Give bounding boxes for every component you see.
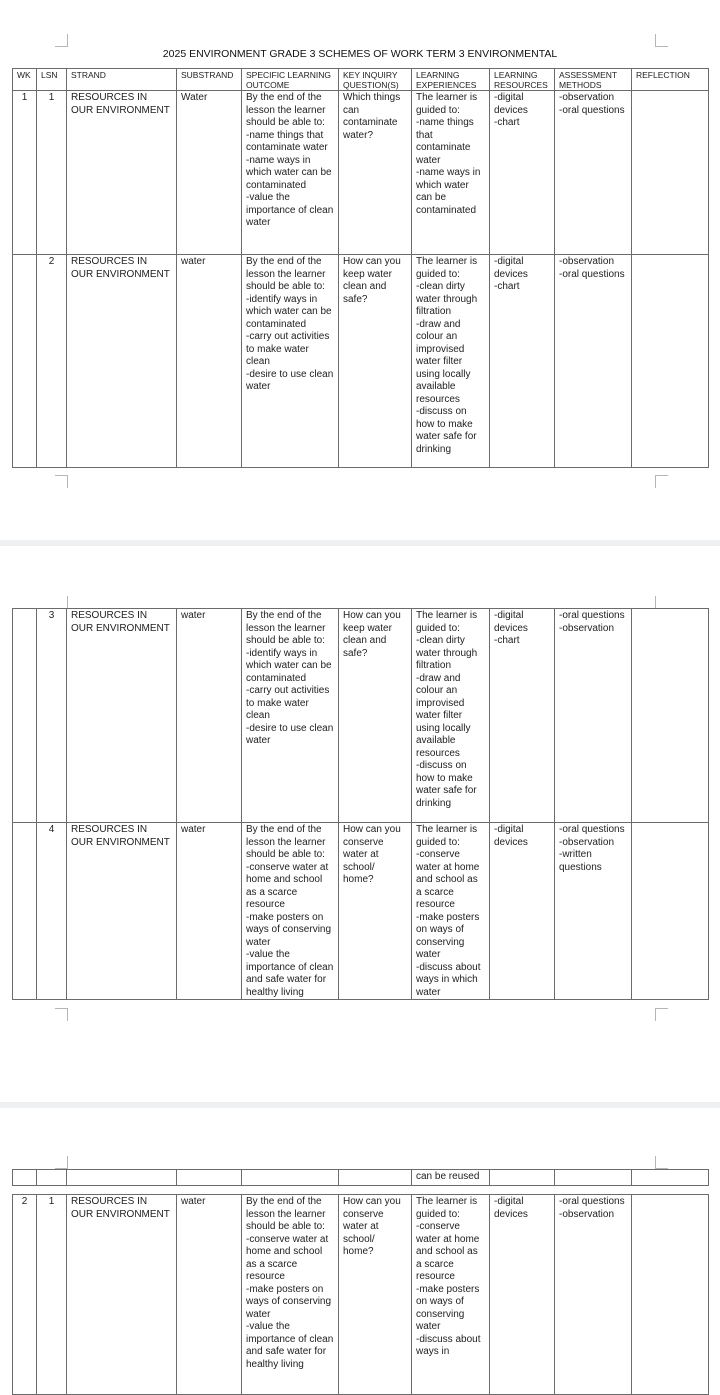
header-experiences: LEARNING EXPERIENCES (412, 69, 490, 91)
cell-strand: RESOURCES IN OUR ENVIRONMENT (67, 255, 177, 468)
cell-assessment: -oral questions -observation (555, 609, 632, 823)
cell-assessment: -oral questions -observation (555, 1195, 632, 1395)
cell-outcome: By the end of the lesson the learner should be able to: -identify ways in which water can be contaminated -carry out activities to make water clean -desire to use clean water (242, 255, 339, 468)
table-row (13, 91, 709, 255)
cell-experiences: The learner is guided to: -name things that contaminate water -name ways in which water can be contaminated (412, 91, 490, 255)
cell-assessment: -observation -oral questions (555, 91, 632, 255)
continuation-table (12, 1169, 709, 1186)
cell-strand: RESOURCES IN OUR ENVIRONMENT (67, 91, 177, 255)
cell-wk (13, 255, 37, 468)
table-row (13, 255, 709, 468)
document-page-2 (0, 546, 720, 1102)
header-resources: LEARNING RESOURCES (490, 69, 555, 91)
cell-assessment: -oral questions -observation -written questions (555, 823, 632, 1000)
cell-resources: -digital devices (490, 823, 555, 1000)
cell-substrand: water (177, 255, 242, 468)
cell-reflection (632, 609, 709, 823)
header-strand: STRAND (67, 69, 177, 91)
schemes-table (12, 1194, 709, 1395)
cell-reflection (632, 823, 709, 1000)
table-header-row (13, 69, 709, 91)
cell-experiences: The learner is guided to: -clean dirty water through filtration -draw and colour an improvised water filter using locally available resources -discuss on how to make water safe for drinking (412, 609, 490, 823)
cell-resources: -digital devices -chart (490, 255, 555, 468)
cell-assessment: -observation -oral questions (555, 255, 632, 468)
schemes-table (12, 608, 709, 1000)
cell-reflection (632, 255, 709, 468)
cell-outcome: By the end of the lesson the learner should be able to: -identify ways in which water can be contaminated -carry out activities to make water clean -desire to use clean water (242, 609, 339, 823)
table-row (13, 823, 709, 1000)
cell-wk: 1 (13, 91, 37, 255)
page-corner-mark (55, 1156, 68, 1169)
cell-wk (13, 823, 37, 1000)
continuation-row (13, 1170, 709, 1186)
document-title: 2025 ENVIRONMENT GRADE 3 SCHEMES OF WORK TERM 3 ENVIRONMENTAL (162, 48, 558, 60)
cell-strand: RESOURCES IN OUR ENVIRONMENT (67, 823, 177, 1000)
page-corner-mark (55, 475, 68, 488)
cell-question: How can you conserve water at school/ home? (339, 823, 412, 1000)
page-corner-mark (55, 34, 68, 47)
cell-lsn: 1 (37, 91, 67, 255)
cell-substrand: Water (177, 91, 242, 255)
page-corner-mark (655, 1008, 668, 1021)
header-question: KEY INQUIRY QUESTION(S) (339, 69, 412, 91)
cell-resources: -digital devices (490, 1195, 555, 1395)
cell-resources: -digital devices -chart (490, 609, 555, 823)
cell-experiences: The learner is guided to: -clean dirty water through filtration -draw and colour an improvised water filter using locally available resources -discuss on how to make water safe for drinking (412, 255, 490, 468)
cell-strand: RESOURCES IN OUR ENVIRONMENT (67, 609, 177, 823)
cell-question: How can you conserve water at school/ home? (339, 1195, 412, 1395)
schemes-table (12, 68, 709, 468)
header-outcome: SPECIFIC LEARNING OUTCOME (242, 69, 339, 91)
cell-reflection (632, 91, 709, 255)
cell-question: How can you keep water clean and safe? (339, 609, 412, 823)
cell-lsn: 1 (37, 1195, 67, 1395)
table-row (13, 609, 709, 823)
cell-experiences-continued: can be reused (412, 1170, 490, 1186)
cell-experiences: The learner is guided to: -conserve water at home and school as a scarce resource -make posters on ways of conserving water -discuss about ways in (412, 1195, 490, 1395)
header-substrand: SUBSTRAND (177, 69, 242, 91)
header-wk: WK (13, 69, 37, 91)
cell-outcome: By the end of the lesson the learner should be able to: -conserve water at home and school as a scarce resource -make posters on ways of conserving water -value the importance of clean and safe water for healthy living (242, 823, 339, 1000)
cell-wk (13, 609, 37, 823)
page-corner-mark (655, 475, 668, 488)
cell-outcome: By the end of the lesson the learner should be able to: -name things that contaminate water -name ways in which water can be contaminated -value the importance of clean water (242, 91, 339, 255)
cell-wk: 2 (13, 1195, 37, 1395)
header-lsn: LSN (37, 69, 67, 91)
cell-question: Which things can contaminate water? (339, 91, 412, 255)
document-page-3 (0, 1108, 720, 1388)
header-reflection: REFLECTION (632, 69, 709, 91)
cell-reflection (632, 1195, 709, 1395)
header-assessment: ASSESSMENT METHODS (555, 69, 632, 91)
page-corner-mark (655, 34, 668, 47)
cell-lsn: 3 (37, 609, 67, 823)
page-corner-mark (55, 1008, 68, 1021)
cell-experiences: The learner is guided to: -conserve water at home and school as a scarce resource -make posters on ways of conserving water -discuss about ways in which water (412, 823, 490, 1000)
cell-substrand: water (177, 1195, 242, 1395)
cell-outcome: By the end of the lesson the learner should be able to: -conserve water at home and school as a scarce resource -make posters on ways of conserving water -value the importance of clean and safe water for healthy living (242, 1195, 339, 1395)
cell-substrand: water (177, 609, 242, 823)
table-row (13, 1195, 709, 1395)
page-corner-mark (655, 1156, 668, 1169)
cell-strand: RESOURCES IN OUR ENVIRONMENT (67, 1195, 177, 1395)
cell-substrand: water (177, 823, 242, 1000)
cell-lsn: 2 (37, 255, 67, 468)
cell-lsn: 4 (37, 823, 67, 1000)
cell-resources: -digital devices -chart (490, 91, 555, 255)
document-page-1 (0, 0, 720, 540)
cell-question: How can you keep water clean and safe? (339, 255, 412, 468)
